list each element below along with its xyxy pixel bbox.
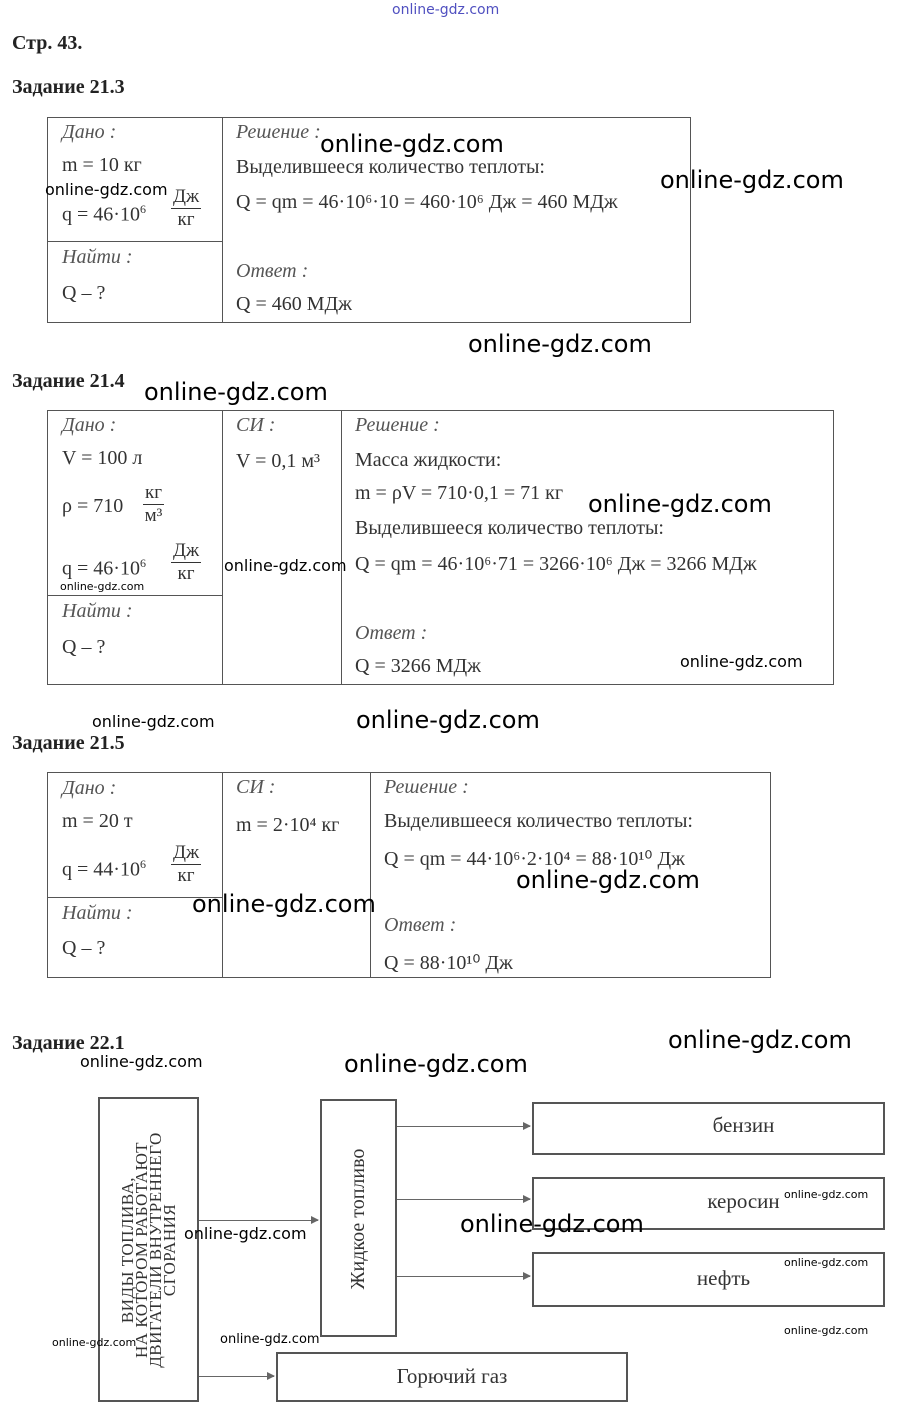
given-label: Дано : bbox=[62, 121, 117, 143]
task-21-4-find-divider bbox=[47, 595, 223, 596]
given-q bbox=[62, 556, 146, 581]
page-label: Стр. 43. bbox=[12, 32, 83, 54]
q-unit-den: кг bbox=[177, 209, 195, 230]
find-value: Q – ? bbox=[62, 937, 106, 959]
given-q-value: q = 44·10 bbox=[62, 858, 140, 881]
q-unit-fraction bbox=[171, 186, 201, 231]
answer-value: Q = 460 МДж bbox=[236, 293, 352, 315]
given-mass: m = 20 т bbox=[62, 810, 133, 832]
given-q-value: q = 46·10 bbox=[62, 557, 140, 580]
solution-label: Решение : bbox=[384, 776, 469, 798]
watermark: online-gdz.com bbox=[680, 652, 803, 671]
q-unit-fraction bbox=[171, 842, 201, 887]
given-q-exp: 6 bbox=[139, 556, 146, 570]
density-unit-fraction bbox=[143, 482, 164, 527]
arrow-to-gasoline bbox=[397, 1126, 530, 1127]
q-unit-den: кг bbox=[177, 865, 195, 886]
given-density: ρ = 710 bbox=[62, 495, 124, 517]
si-label: СИ : bbox=[236, 776, 276, 798]
solution-line: Выделившееся количество теплоты: bbox=[384, 810, 693, 832]
given-q-value: q = 46·10 bbox=[62, 203, 140, 226]
task-21-3-find-divider bbox=[47, 241, 223, 242]
given-q-exp: 6 bbox=[139, 202, 146, 216]
solution-mass-formula: m = ρV = 710·0,1 = 71 кг bbox=[355, 482, 564, 504]
si-label: СИ : bbox=[236, 414, 276, 436]
task-21-5-divider-1 bbox=[222, 772, 223, 978]
task-21-4-divider-1 bbox=[222, 410, 223, 685]
task-21-3-title: Задание 21.3 bbox=[12, 76, 125, 98]
watermark: online-gdz.com bbox=[224, 556, 347, 575]
arrow-to-gas bbox=[199, 1376, 274, 1377]
fuel-types-line-2: НА КОТОРОМ РАБОТАЮТ bbox=[132, 1142, 151, 1358]
watermark: online-gdz.com bbox=[80, 1052, 203, 1071]
fuel-types-line-3: ДВИГАТЕЛИ ВНУТРЕННЕГО bbox=[146, 1132, 165, 1368]
solution-label: Решение : bbox=[355, 414, 440, 436]
task-21-5-divider-2 bbox=[370, 772, 371, 978]
watermark: online-gdz.com bbox=[52, 1336, 137, 1349]
combustible-gas-label: Горючий газ bbox=[396, 1364, 508, 1388]
fuel-types-line-1: ВИДЫ ТОПЛИВА, bbox=[118, 1176, 137, 1324]
solution-line: Выделившееся количество теплоты: bbox=[236, 156, 545, 178]
si-value: m = 2·10⁴ кг bbox=[236, 814, 340, 836]
watermark: online-gdz.com bbox=[320, 130, 504, 158]
solution-formula: Q = qm = 44·10⁶·2·10⁴ = 88·10¹⁰ Дж bbox=[384, 848, 685, 870]
given-label: Дано : bbox=[62, 414, 117, 436]
arrow-to-kerosene bbox=[397, 1199, 530, 1200]
q-unit-num: Дж bbox=[173, 186, 200, 207]
answer-value: Q = 88·10¹⁰ Дж bbox=[384, 952, 513, 974]
watermark: online-gdz.com bbox=[45, 180, 168, 199]
given-volume: V = 100 л bbox=[62, 447, 143, 469]
find-value: Q – ? bbox=[62, 636, 106, 658]
watermark: online-gdz.com bbox=[468, 330, 652, 358]
answer-label: Ответ : bbox=[355, 622, 428, 644]
header-watermark: online-gdz.com bbox=[392, 2, 500, 18]
given-q bbox=[62, 857, 146, 882]
fuel-types-line-4: СГОРАНИЯ bbox=[160, 1203, 179, 1297]
watermark: online-gdz.com bbox=[144, 378, 328, 406]
find-label: Найти : bbox=[62, 902, 133, 924]
solution-line: Выделившееся количество теплоты: bbox=[355, 517, 664, 539]
liquid-fuel-label: Жидкое топливо bbox=[347, 1148, 369, 1290]
task-21-4-divider-2 bbox=[341, 410, 342, 685]
arrow-to-liquid bbox=[199, 1220, 318, 1221]
watermark: online-gdz.com bbox=[344, 1050, 528, 1078]
watermark: online-gdz.com bbox=[784, 1324, 869, 1337]
find-label: Найти : bbox=[62, 246, 133, 268]
q-unit-den: кг bbox=[177, 563, 195, 584]
given-q bbox=[62, 202, 146, 227]
find-value: Q – ? bbox=[62, 282, 106, 304]
task-21-5-title: Задание 21.5 bbox=[12, 732, 125, 754]
answer-label: Ответ : bbox=[384, 914, 457, 936]
watermark: online-gdz.com bbox=[460, 1210, 644, 1238]
oil-label: нефть bbox=[696, 1266, 751, 1290]
watermark: online-gdz.com bbox=[356, 706, 540, 734]
given-label: Дано : bbox=[62, 777, 117, 799]
task-21-3-divider bbox=[222, 117, 223, 323]
watermark: online-gdz.com bbox=[668, 1026, 852, 1054]
solution-formula: Q = qm = 46·10⁶·71 = 3266·10⁶ Дж = 3266 МДж bbox=[355, 553, 757, 575]
kerosene-label: керосин bbox=[707, 1189, 780, 1213]
q-unit-fraction bbox=[171, 540, 201, 585]
fuel-types-label bbox=[118, 1100, 179, 1400]
answer-value: Q = 3266 МДж bbox=[355, 655, 481, 677]
si-value: V = 0,1 м³ bbox=[236, 450, 321, 472]
task-22-1-title: Задание 22.1 bbox=[12, 1032, 125, 1054]
watermark: online-gdz.com bbox=[92, 712, 215, 731]
watermark: online-gdz.com bbox=[660, 166, 844, 194]
solution-label: Решение : bbox=[236, 121, 321, 143]
given-mass: m = 10 кг bbox=[62, 154, 142, 176]
watermark: online-gdz.com bbox=[516, 866, 700, 894]
watermark: online-gdz.com bbox=[784, 1256, 869, 1269]
density-unit-den: м³ bbox=[144, 505, 163, 526]
q-unit-num: Дж bbox=[173, 842, 200, 863]
solution-formula: Q = qm = 46·10⁶·10 = 460·10⁶ Дж = 460 МДж bbox=[236, 191, 618, 213]
watermark: online-gdz.com bbox=[60, 580, 145, 593]
given-q-exp: 6 bbox=[139, 857, 146, 871]
find-label: Найти : bbox=[62, 600, 133, 622]
gasoline-label: бензин bbox=[712, 1113, 775, 1137]
watermark: online-gdz.com bbox=[588, 490, 772, 518]
watermark: online-gdz.com bbox=[184, 1224, 307, 1243]
solution-line: Масса жидкости: bbox=[355, 449, 502, 471]
watermark: online-gdz.com bbox=[192, 890, 376, 918]
answer-label: Ответ : bbox=[236, 260, 309, 282]
watermark: online-gdz.com bbox=[784, 1188, 869, 1201]
watermark: online-gdz.com bbox=[220, 1332, 320, 1347]
density-unit-num: кг bbox=[145, 482, 163, 503]
task-21-4-title: Задание 21.4 bbox=[12, 370, 125, 392]
q-unit-num: Дж bbox=[173, 540, 200, 561]
arrow-to-oil bbox=[397, 1276, 530, 1277]
